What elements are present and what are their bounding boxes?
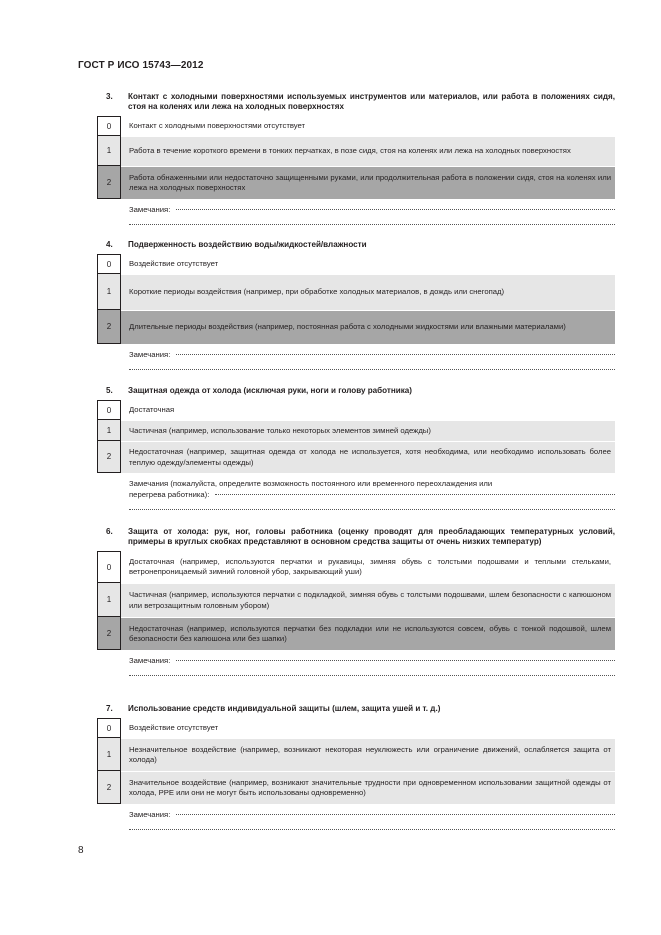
rating-description: Недостаточная (например, используются перчатки без подкладки или не используются совсем, обувь с тонкой подошвой, шлем безопасности без капюшона или без шапки) [121,617,615,650]
rating-row-2 [97,771,615,804]
rating-row-1 [97,583,615,617]
remarks-label: Замечания: [129,656,171,665]
remarks-label: Замечания: [129,810,171,819]
remarks-fill-line [129,498,615,510]
remarks-fill-line [176,354,615,355]
rating-level: 0 [97,116,121,136]
rating-description: Частичная (например, использование только некоторых элементов зимней одежды) [121,420,615,441]
rating-description: Воздействие отсутствует [129,258,219,268]
section-number: 4. [106,240,113,249]
remarks-fill-line [129,358,615,370]
section-title [97,527,615,547]
page-number: 8 [78,845,84,856]
section-heading: Подверженность воздействию воды/жидкостей/влажности [128,240,367,249]
section-5 [97,386,615,512]
rating-description: Частичная (например, используются перчатки с подкладкой, зимняя обувь с толстыми подошвами, шлем безопасности с капюшоном или ветрозащитным головным убором) [121,583,615,617]
section-heading: Защита от холода: рук, ног, головы работника (оценку проводят для преобладающих температурных условий, примеры в круглых скобках представляют в основном средства защиты от очень низких температур) [128,527,615,546]
rating-level: 1 [97,136,121,166]
rating-row-0 [97,551,615,583]
rating-level: 1 [97,420,121,441]
remarks-fill-line [129,818,615,830]
remarks-field [97,478,615,512]
rating-description: Достаточная (например, используются перчатки и рукавицы, зимняя обувь с толстыми подошвами и теплыми стельками, ветронепроницаемый зимний головной убор, закрывающий уши) [129,556,611,576]
remarks-fill-line [215,494,615,495]
section-number: 3. [106,92,113,101]
rating-description: Значительное воздействие (например, возникают значительные трудности при одновременном использовании защитной одежды от холода, PPE или они не могут быть использованы одновременно) [121,771,615,804]
rating-row-2 [97,310,615,344]
remarks-fill-line [129,213,615,225]
section-title [97,386,615,396]
section-title [97,240,615,250]
rating-description: Воздействие отсутствует [129,722,219,732]
rating-description: Недостаточная (например, защитная одежда от холода не используется, хотя необходима, или необходимо использовать более теплую одежду/элементы одежды) [121,441,615,473]
rating-description: Незначительное воздействие (например, возникают некоторая неуклюжесть или ограничение движений, ослабляется защита от холода) [121,738,615,771]
rating-level: 0 [97,551,121,583]
rating-level: 0 [97,400,121,420]
section-heading: Использование средств индивидуальной защиты (шлем, защита ушей и т. д.) [128,704,441,713]
section-number: 7. [106,704,113,713]
rating-row-1 [97,136,615,166]
remarks-fill-line [176,209,615,210]
section-7 [97,704,615,832]
section-title [97,92,615,112]
remarks-field [97,809,615,832]
remarks-label-cont: перегрева работника): [129,490,210,499]
rating-level: 2 [97,771,121,804]
rating-row-0 [97,718,615,738]
rating-row-1 [97,420,615,441]
rating-level: 2 [97,441,121,473]
rating-level: 1 [97,274,121,310]
rating-level: 0 [97,718,121,738]
rating-row-1 [97,274,615,310]
rating-row-2 [97,441,615,473]
remarks-fill-line [129,664,615,676]
remarks-fill-line [176,660,615,661]
section-6 [97,527,615,678]
section-3 [97,92,615,227]
remarks-label: Замечания: [129,350,171,359]
rating-level: 1 [97,583,121,617]
section-heading: Контакт с холодными поверхностями используемых инструментов или материалов, или работа в положениях сидя, стоя на коленях или лежа на холодных поверхностях [128,92,615,111]
remarks-label: Замечания (пожалуйста, определите возможность постоянного или временного переохлаждения или [129,479,493,488]
rating-description: Длительные периоды воздействия (например, постоянная работа с холодными жидкостями или влажными материалами) [121,310,615,344]
rating-level: 2 [97,617,121,650]
rating-level: 2 [97,166,121,199]
rating-level: 1 [97,738,121,771]
rating-row-0 [97,116,615,136]
rating-description: Работа в течение короткого времени в тонких перчатках, в позе сидя, стоя на коленях или лежа на холодных поверхностях [121,136,615,166]
rating-level: 0 [97,254,121,274]
rating-description: Работа обнаженными или недостаточно защищенными руками, или продолжительная работа в положении сидя, стоя на коленях или лежа на холодных поверхностях [121,166,615,199]
rating-row-0 [97,254,615,274]
section-number: 6. [106,527,113,536]
rating-row-1 [97,738,615,771]
remarks-label: Замечания: [129,205,171,214]
rating-row-2 [97,617,615,650]
rating-row-2 [97,166,615,199]
remarks-fill-line [176,814,615,815]
section-number: 5. [106,386,113,395]
section-title [97,704,615,714]
rating-description: Контакт с холодными поверхностями отсутствует [129,120,306,130]
rating-description: Короткие периоды воздействия (например, при обработке холодных материалов, в дождь или снегопад) [121,274,615,310]
remarks-field [97,204,615,227]
rating-level: 2 [97,310,121,344]
rating-description: Достаточная [129,404,175,414]
rating-row-0 [97,400,615,420]
remarks-field [97,349,615,372]
document-header: ГОСТ Р ИСО 15743—2012 [78,60,204,71]
section-4 [97,240,615,372]
remarks-field [97,655,615,678]
section-heading: Защитная одежда от холода (исключая руки, ноги и голову работника) [128,386,412,395]
